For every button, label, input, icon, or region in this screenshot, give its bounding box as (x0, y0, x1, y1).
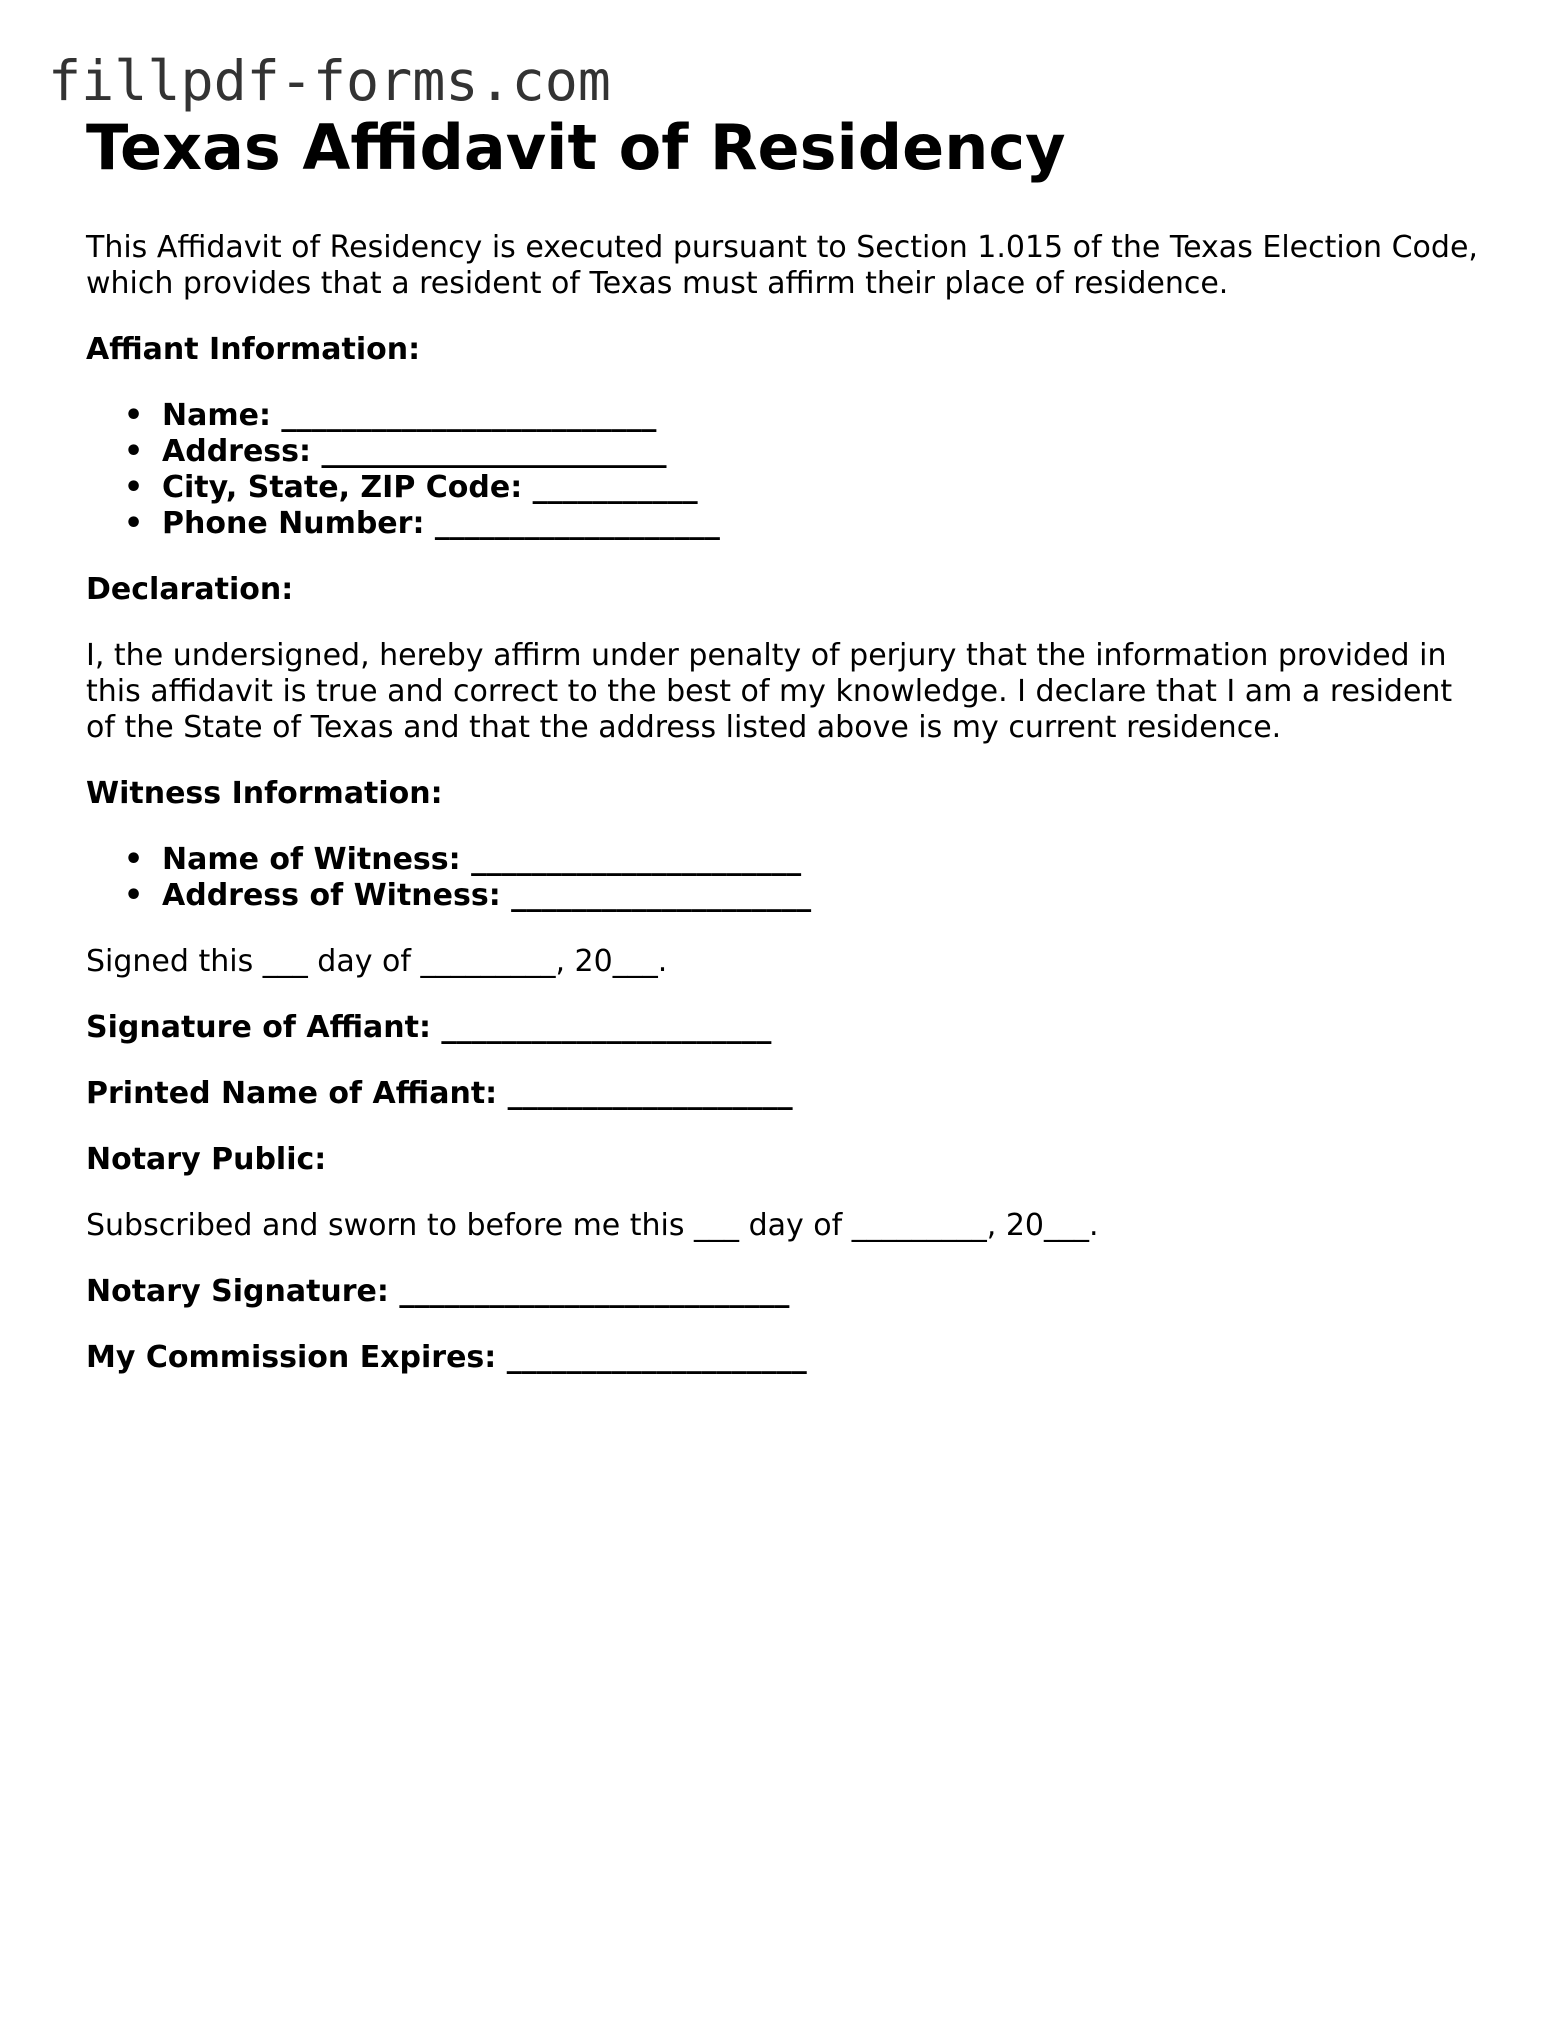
affiant-printed-name-field[interactable]: Printed Name of Affiant: ___________________ (86, 1076, 793, 1111)
notary-heading: Notary Public: (86, 1142, 327, 1177)
witness-address-field[interactable]: • Address of Witness: ____________________ (124, 878, 812, 913)
affiant-name-field[interactable]: • Name: _________________________ (124, 398, 657, 433)
watermark: fillpdf-forms.com (48, 49, 611, 113)
document-page (86, 110, 1486, 1376)
affiant-phone-field[interactable]: • Phone Number: ___________________ (124, 506, 720, 541)
notary-signature-field[interactable]: Notary Signature: __________________________ (86, 1274, 790, 1309)
affiant-city-state-zip-field[interactable]: • City, State, ZIP Code: ___________ (124, 470, 698, 505)
witness-name-field[interactable]: • Name of Witness: ______________________ (124, 842, 802, 877)
witness-fields (86, 842, 1486, 914)
declaration-paragraph: I, the undersigned, hereby affirm under penalty of perjury that the information provided in this affidavit is true and correct to the best of my knowledge. I declare that I am a resident of the State of Texas and that the address listed above is my current residence. (86, 638, 1453, 745)
notary-sworn-line[interactable]: Subscribed and sworn to before me this ___ day of _________, 20___. (86, 1208, 1099, 1243)
intro-paragraph: This Affidavit of Residency is executed pursuant to Section 1.015 of the Texas Election Code, which provides that a resident of Texas must affirm their place of residence. (86, 230, 1478, 301)
affiant-heading: Affiant Information: (86, 332, 421, 367)
declaration-heading: Declaration: (86, 572, 294, 607)
page-title: Texas Affidavit of Residency (86, 111, 1066, 184)
affiant-fields (86, 398, 1486, 542)
signed-date-line[interactable]: Signed this ___ day of _________, 20___. (86, 944, 668, 979)
affiant-address-field[interactable]: • Address: _______________________ (124, 434, 667, 469)
witness-heading: Witness Information: (86, 776, 443, 811)
notary-commission-field[interactable]: My Commission Expires: ____________________ (86, 1340, 807, 1375)
affiant-signature-field[interactable]: Signature of Affiant: ______________________ (86, 1010, 772, 1045)
